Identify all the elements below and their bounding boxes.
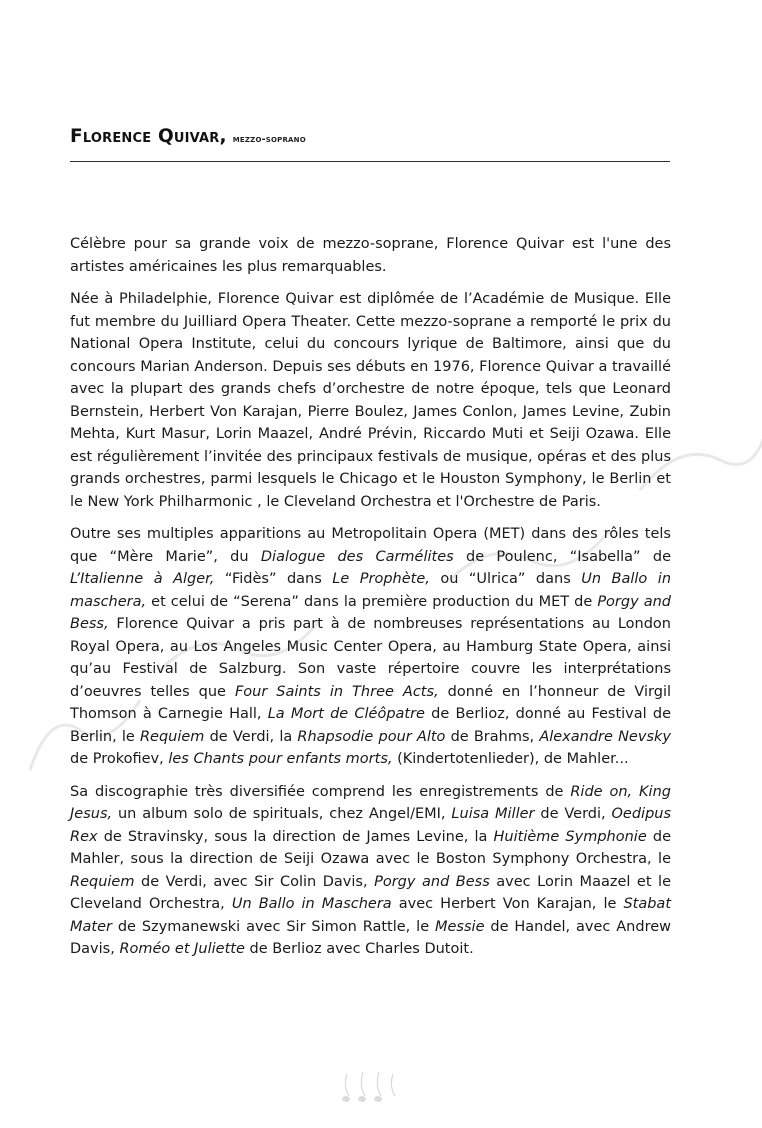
text-run: avec Herbert Von Karajan, le [391,896,624,912]
italic-title: Stabat Mater [70,896,672,935]
italic-title: les Chants pour enfants morts, [168,751,393,767]
italic-title: Porgy and Bess [374,873,490,890]
italic-title: L’Italienne à Alger, [70,571,215,587]
italic-title: Dialogue des Carmélites [260,548,454,565]
italic-title: Un Ballo in maschera, [70,571,672,610]
italic-title: Oedipus Rex [70,806,672,845]
text-run: de Berlioz avec Charles Dutoit. [244,941,474,957]
header [70,128,670,147]
text-run: ou “Ulrica” dans [429,571,582,587]
artist-name: Florence Quivar, [70,126,227,147]
text-run: de Verdi, avec Sir Colin Davis, [134,873,375,890]
text-run: “Fidès” dans [214,571,333,587]
text-run: de Poulenc, “Isabella” de [453,548,671,565]
text-run: (Kindertotenlieder), de Mahler... [392,751,629,767]
text-run: un album solo de spirituals, chez Angel/EMI, [112,806,452,822]
italic-title: Four Saints in Three Acts, [234,683,439,700]
italic-title: La Mort de Cléôpatre [267,706,425,722]
text-run: Sa discographie très diversifiée comprend les enregistrements de [70,783,571,800]
music-note-ornament-icon [335,1066,405,1106]
paragraph-career: Née à Philadelphie, Florence Quivar est diplômée de l’Académie de Musique. Elle fut membre du Juilliard Opera Theater. Cette mezzo-soprane a remporté le prix du National Opera Institute, celui du concours lyrique de Baltimore, ainsi que du concours Marian Anderson. Depuis ses débuts en 1976, Florence Quivar a travaillé avec la plupart des grands chefs d’orchestre de notre époque, tels que Leonard Bernstein, Herbert Von Karajan, Pierre Boulez, James Conlon, James Levine, Zubin Mehta, Kurt Masur, Lorin Maazel, André Prévin, Riccardo Muti et Seiji Ozawa. Elle est régulièrement l’invitée des principaux festivals de musique, opéras et des plus grands orchestres, parmi lesquels le Chicago et le Houston Symphony, le Berlin et le New York Philharmonic , le Cleveland Orchestra et l'Orchestre de Paris. [70,291,671,510]
music-notes-icon [335,1066,405,1106]
paragraph-repertoire [70,523,671,771]
paragraph-discography [70,781,671,961]
text-run: de Verdi, la [204,728,298,745]
text-run: de Prokofiev, [70,751,169,767]
italic-title: Le Prophète, [332,571,430,587]
italic-title: Huitième Symphonie [493,828,647,845]
text-run: Outre ses multiples apparitions au Metropolitain Opera (MET) dans des rôles tels que “Mère Marie”, du [70,526,671,565]
text-run: de Szymanewski avec Sir Simon Rattle, le [111,918,435,935]
text-run: Florence Quivar a pris part à de nombreuses représentations au London Royal Opera, au Los Angeles Music Center Opera, au Hamburg State Opera, ainsi qu’au Festival de Salzburg. Son vaste répertoire couvre les interprétations d’oeuvres telles que [70,616,671,700]
text-run: de Stravinsky, sous la direction de James Levine, la [97,828,494,845]
italic-title: Messie [435,918,485,935]
text-run: avec Lorin Maazel et le Cleveland Orchestra, [70,873,671,912]
text-run: donné en l’honneur de Virgil Thomson à Carnegie Hall, [70,683,671,722]
header-rule [70,161,670,162]
paragraph-intro: Célèbre pour sa grande voix de mezzo-soprane, Florence Quivar est l'une des artistes américaines les plus remarquables. [70,236,671,275]
italic-title: Ride on, King Jesus, [70,783,671,822]
biography [70,233,671,971]
text-run: de Berlioz, donné au Festival de Berlin, le [70,706,671,745]
artist-role: mezzo-soprano [232,134,306,145]
italic-title: Requiem [70,873,135,890]
text-run: et celui de “Serena” dans la première production du MET de [146,593,598,610]
text-run: de Verdi, [534,806,612,822]
text-run: de Handel, avec Andrew Davis, [70,918,671,957]
title-line [70,128,670,147]
italic-title: Rhapsodie pour Alto [297,728,446,745]
italic-title: Requiem [139,728,205,745]
italic-title: Porgy and Bess, [70,593,671,632]
italic-title: Un Ballo in Maschera [231,896,392,912]
italic-title: Roméo et Juliette [119,941,245,957]
italic-title: Alexandre Nevsky [539,728,671,745]
text-run: de Mahler, sous la direction de Seiji Ozawa avec le Boston Symphony Orchestra, le [70,828,671,867]
italic-title: Luisa Miller [451,806,535,822]
text-run: de Brahms, [445,728,540,745]
